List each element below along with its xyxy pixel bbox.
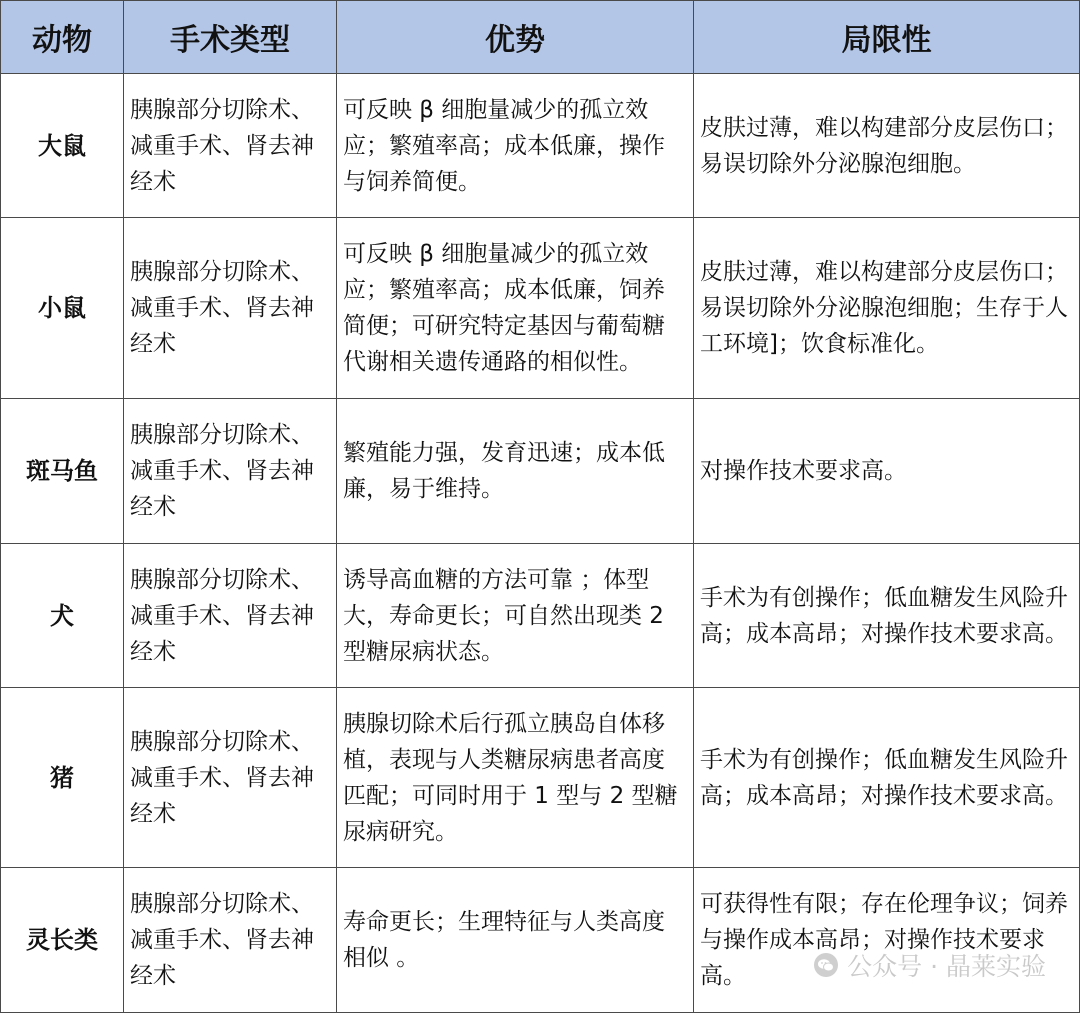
advantages-cell: 可反映 β 细胞量减少的孤立效应；繁殖率高；成本低廉，操作与饲养简便。 — [337, 74, 694, 218]
limitations-cell: 手术为有创操作；低血糖发生风险升高；成本高昂；对操作技术要求高。 — [694, 544, 1080, 688]
advantages-cell: 寿命更长；生理特征与人类高度相似 。 — [337, 868, 694, 1013]
surgery-cell: 胰腺部分切除术、减重手术、肾去神经术 — [124, 218, 337, 399]
header-animal: 动物 — [1, 1, 124, 74]
surgery-cell: 胰腺部分切除术、减重手术、肾去神经术 — [124, 74, 337, 218]
surgery-cell: 胰腺部分切除术、减重手术、肾去神经术 — [124, 688, 337, 868]
limitations-cell: 可获得性有限；存在伦理争议；饲养与操作成本高昂；对操作技术要求高。 — [694, 868, 1080, 1013]
limitations-cell: 皮肤过薄，难以构建部分皮层伤口；易误切除外分泌腺泡细胞；生存于人工环境]；饮食标准化。 — [694, 218, 1080, 399]
limitations-cell: 对操作技术要求高。 — [694, 399, 1080, 544]
table-row — [1, 74, 1080, 218]
animal-cell: 犬 — [1, 544, 124, 688]
header-limitations: 局限性 — [694, 1, 1080, 74]
animal-cell: 斑马鱼 — [1, 399, 124, 544]
animal-cell: 猪 — [1, 688, 124, 868]
table-row — [1, 544, 1080, 688]
header-advantages: 优势 — [337, 1, 694, 74]
advantages-cell: 诱导高血糖的方法可靠 ；体型大，寿命更长；可自然出现类 2 型糖尿病状态。 — [337, 544, 694, 688]
header-surgery-type: 手术类型 — [124, 1, 337, 74]
advantages-cell: 胰腺切除术后行孤立胰岛自体移植，表现与人类糖尿病患者高度匹配；可同时用于 1 型与 2 型糖尿病研究。 — [337, 688, 694, 868]
table-row — [1, 399, 1080, 544]
watermark-text: 公众号 · 晶莱实验 — [847, 952, 1046, 981]
table-row — [1, 688, 1080, 868]
surgery-cell: 胰腺部分切除术、减重手术、肾去神经术 — [124, 399, 337, 544]
limitations-cell: 皮肤过薄，难以构建部分皮层伤口；易误切除外分泌腺泡细胞。 — [694, 74, 1080, 218]
surgery-cell: 胰腺部分切除术、减重手术、肾去神经术 — [124, 544, 337, 688]
advantages-cell: 繁殖能力强，发育迅速；成本低廉，易于维持。 — [337, 399, 694, 544]
table-row — [1, 868, 1080, 1013]
animal-cell: 大鼠 — [1, 74, 124, 218]
table-row — [1, 218, 1080, 399]
limitations-cell: 手术为有创操作；低血糖发生风险升高；成本高昂；对操作技术要求高。 — [694, 688, 1080, 868]
surgery-cell: 胰腺部分切除术、减重手术、肾去神经术 — [124, 868, 337, 1013]
animal-cell: 小鼠 — [1, 218, 124, 399]
header-row — [1, 1, 1080, 74]
advantages-cell: 可反映 β 细胞量减少的孤立效应；繁殖率高；成本低廉，饲养简便；可研究特定基因与葡萄糖代谢相关遗传通路的相似性。 — [337, 218, 694, 399]
animal-cell: 灵长类 — [1, 868, 124, 1013]
